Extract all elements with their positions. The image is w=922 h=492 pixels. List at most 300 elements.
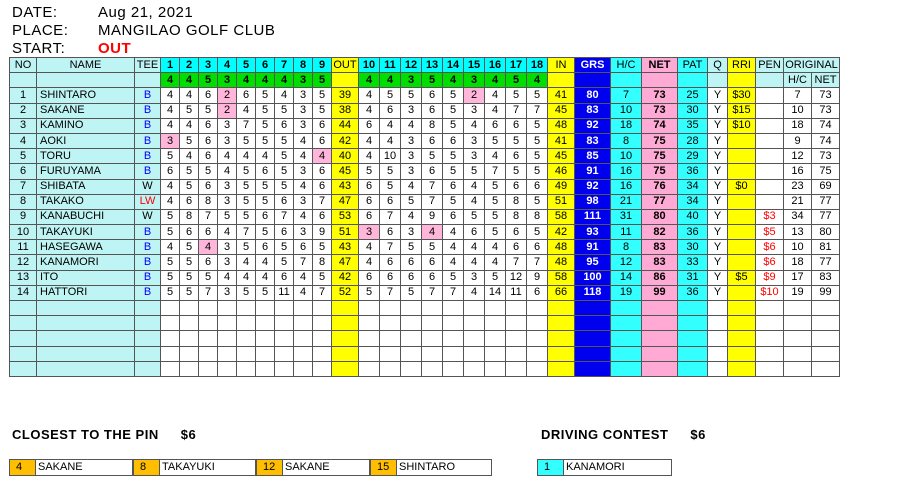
empty-cell xyxy=(678,301,708,316)
empty-cell xyxy=(756,301,784,316)
score-cell: 6 xyxy=(199,118,218,133)
score-cell: 6 xyxy=(443,133,464,148)
empty-cell xyxy=(422,361,443,376)
score-cell: 4 xyxy=(294,179,313,194)
score-cell: 47 xyxy=(332,194,359,209)
player-no: 6 xyxy=(10,164,37,179)
player-orig-net: 99 xyxy=(812,285,840,300)
score-cell: 6 xyxy=(359,179,380,194)
player-pen: $10 xyxy=(756,285,784,300)
player-net: 77 xyxy=(642,194,678,209)
score-cell: 5 xyxy=(256,118,275,133)
score-cell: 8 xyxy=(422,118,443,133)
score-cell: 6 xyxy=(401,270,422,285)
par-value: 4 xyxy=(485,73,506,88)
par-no xyxy=(10,73,37,88)
score-cell: 5 xyxy=(401,285,422,300)
empty-cell xyxy=(37,361,135,376)
empty-cell xyxy=(380,361,401,376)
driving-title-row xyxy=(541,427,706,442)
player-orig-hc: 34 xyxy=(784,209,812,224)
score-cell: 4 xyxy=(161,118,180,133)
player-hc: 8 xyxy=(611,240,642,255)
empty-cell xyxy=(642,361,678,376)
player-q: Y xyxy=(708,164,728,179)
score-cell: 5 xyxy=(527,194,548,209)
player-grs: 91 xyxy=(575,164,611,179)
empty-cell xyxy=(37,301,135,316)
score-cell: 5 xyxy=(180,240,199,255)
empty-cell xyxy=(678,316,708,331)
player-orig-hc: 9 xyxy=(784,133,812,148)
player-no: 9 xyxy=(10,209,37,224)
empty-cell xyxy=(678,346,708,361)
empty-cell xyxy=(485,316,506,331)
score-cell: 5 xyxy=(256,285,275,300)
score-cell: 6 xyxy=(275,118,294,133)
closest-title-row xyxy=(12,427,196,442)
score-cell: 6 xyxy=(275,194,294,209)
empty-cell xyxy=(256,346,275,361)
empty-cell xyxy=(784,361,812,376)
player-net: 75 xyxy=(642,164,678,179)
empty-cell xyxy=(756,316,784,331)
score-cell: 2 xyxy=(464,88,485,103)
empty-cell xyxy=(256,331,275,346)
empty-cell xyxy=(812,301,840,316)
empty-cell xyxy=(237,346,256,361)
winner-hole: 8 xyxy=(134,460,160,475)
player-pen xyxy=(756,164,784,179)
score-cell: 3 xyxy=(294,88,313,103)
score-cell: 14 xyxy=(485,285,506,300)
score-cell: 6 xyxy=(313,209,332,224)
player-orig-hc: 18 xyxy=(784,255,812,270)
score-cell: 7 xyxy=(313,194,332,209)
empty-cell xyxy=(812,316,840,331)
score-cell: 4 xyxy=(256,255,275,270)
player-tee: B xyxy=(135,149,161,164)
col-hole: 16 xyxy=(485,58,506,73)
empty-cell xyxy=(180,331,199,346)
score-cell: 6 xyxy=(464,225,485,240)
player-grs: 111 xyxy=(575,209,611,224)
score-cell: 4 xyxy=(294,270,313,285)
score-cell: 4 xyxy=(359,88,380,103)
score-cell: 8 xyxy=(180,209,199,224)
empty-cell xyxy=(10,346,37,361)
empty-cell xyxy=(611,346,642,361)
score-cell: 4 xyxy=(443,240,464,255)
empty-cell xyxy=(401,316,422,331)
score-cell: 5 xyxy=(443,149,464,164)
empty-cell xyxy=(199,331,218,346)
empty-cell xyxy=(401,301,422,316)
col-orig-hc: H/C xyxy=(784,73,812,88)
player-pen xyxy=(756,118,784,133)
score-cell: 5 xyxy=(275,179,294,194)
score-cell: 4 xyxy=(464,255,485,270)
winner-box xyxy=(370,459,492,476)
player-pen xyxy=(756,103,784,118)
par-grs xyxy=(575,73,611,88)
player-name: SHINTARO xyxy=(37,88,135,103)
score-cell: 3 xyxy=(401,149,422,164)
player-tee: B xyxy=(135,164,161,179)
player-row xyxy=(10,118,840,133)
empty-cell xyxy=(237,361,256,376)
score-cell: 5 xyxy=(506,133,527,148)
score-cell: 5 xyxy=(443,88,464,103)
col-hc: H/C xyxy=(611,58,642,73)
col-original: ORIGINAL xyxy=(784,58,840,73)
score-cell: 6 xyxy=(275,225,294,240)
winner-name: SAKANE xyxy=(285,461,330,473)
empty-cell xyxy=(611,316,642,331)
score-cell: 6 xyxy=(199,149,218,164)
score-cell: 5 xyxy=(422,240,443,255)
player-orig-net: 74 xyxy=(812,118,840,133)
empty-cell xyxy=(443,301,464,316)
col-hole: 18 xyxy=(527,58,548,73)
score-cell: 7 xyxy=(527,255,548,270)
empty-cell xyxy=(275,346,294,361)
score-cell: 4 xyxy=(359,103,380,118)
empty-cell xyxy=(575,361,611,376)
place-value: MANGILAO GOLF CLUB xyxy=(98,22,276,39)
header-row xyxy=(10,58,840,73)
closest-title: CLOSEST TO THE PIN xyxy=(12,427,159,442)
score-cell: 5 xyxy=(380,88,401,103)
score-cell: 5 xyxy=(256,179,275,194)
player-pen xyxy=(756,88,784,103)
player-tee: B xyxy=(135,118,161,133)
empty-cell xyxy=(756,361,784,376)
col-hole: 17 xyxy=(506,58,527,73)
score-cell: 5 xyxy=(218,209,237,224)
score-cell: 5 xyxy=(464,209,485,224)
score-cell: 5 xyxy=(485,194,506,209)
player-hc: 7 xyxy=(611,88,642,103)
score-cell: 40 xyxy=(332,149,359,164)
score-cell: 5 xyxy=(359,285,380,300)
par-value: 4 xyxy=(256,73,275,88)
empty-cell xyxy=(485,361,506,376)
empty-row xyxy=(10,346,840,361)
empty-cell xyxy=(199,346,218,361)
empty-cell xyxy=(256,361,275,376)
score-cell: 7 xyxy=(422,194,443,209)
score-cell: 5 xyxy=(506,164,527,179)
score-cell: 8 xyxy=(527,209,548,224)
score-cell: 6 xyxy=(359,209,380,224)
player-q: Y xyxy=(708,194,728,209)
score-cell: 11 xyxy=(275,285,294,300)
empty-cell xyxy=(575,316,611,331)
winner-box xyxy=(537,459,672,476)
empty-cell xyxy=(708,331,728,346)
player-name: TORU xyxy=(37,149,135,164)
empty-cell xyxy=(678,331,708,346)
par-value: 4 xyxy=(359,73,380,88)
score-cell: 4 xyxy=(256,270,275,285)
col-hole: 14 xyxy=(443,58,464,73)
score-cell: 5 xyxy=(237,285,256,300)
player-pen: $5 xyxy=(756,225,784,240)
player-pat: 30 xyxy=(678,103,708,118)
empty-cell xyxy=(313,346,332,361)
score-cell: 42 xyxy=(548,225,575,240)
empty-cell xyxy=(359,316,380,331)
empty-cell xyxy=(332,301,359,316)
empty-cell xyxy=(527,316,548,331)
player-pat: 29 xyxy=(678,149,708,164)
par-value: 3 xyxy=(218,73,237,88)
empty-cell xyxy=(708,316,728,331)
player-row xyxy=(10,194,840,209)
score-cell: 6 xyxy=(401,255,422,270)
player-row xyxy=(10,88,840,103)
score-cell: 6 xyxy=(380,270,401,285)
score-cell: 4 xyxy=(218,164,237,179)
winner-name: SAKANE xyxy=(38,461,83,473)
score-cell: 5 xyxy=(199,103,218,118)
score-cell: 5 xyxy=(443,164,464,179)
par-name xyxy=(37,73,135,88)
col-hole: 8 xyxy=(294,58,313,73)
score-cell: 4 xyxy=(401,179,422,194)
score-cell: 5 xyxy=(161,270,180,285)
empty-cell xyxy=(575,346,611,361)
score-cell: 6 xyxy=(275,270,294,285)
player-name: TAKAYUKI xyxy=(37,225,135,240)
score-cell: 3 xyxy=(218,285,237,300)
player-pat: 40 xyxy=(678,209,708,224)
score-cell: 5 xyxy=(237,194,256,209)
empty-cell xyxy=(380,346,401,361)
player-grs: 80 xyxy=(575,88,611,103)
player-pat: 33 xyxy=(678,255,708,270)
empty-cell xyxy=(401,331,422,346)
score-cell: 5 xyxy=(401,88,422,103)
score-cell: 3 xyxy=(294,103,313,118)
col-q: Q xyxy=(708,58,728,73)
empty-cell xyxy=(256,316,275,331)
empty-cell xyxy=(359,301,380,316)
score-cell: 43 xyxy=(332,179,359,194)
player-name: ITO xyxy=(37,270,135,285)
score-cell: 53 xyxy=(332,209,359,224)
score-cell: 5 xyxy=(275,149,294,164)
empty-cell xyxy=(161,301,180,316)
start-label: START: xyxy=(12,40,66,57)
player-no: 5 xyxy=(10,149,37,164)
score-cell: 4 xyxy=(161,240,180,255)
score-cell: 4 xyxy=(485,240,506,255)
player-name: HATTORI xyxy=(37,285,135,300)
score-cell: 4 xyxy=(422,225,443,240)
score-cell: 7 xyxy=(506,103,527,118)
score-cell: 4 xyxy=(485,103,506,118)
score-cell: 5 xyxy=(275,255,294,270)
empty-cell xyxy=(642,331,678,346)
winner-box xyxy=(133,459,256,476)
player-row xyxy=(10,209,840,224)
score-cell: 7 xyxy=(380,285,401,300)
score-cell: 5 xyxy=(161,285,180,300)
empty-cell xyxy=(728,346,756,361)
empty-cell xyxy=(464,361,485,376)
score-cell: 4 xyxy=(464,194,485,209)
score-cell: 6 xyxy=(359,194,380,209)
empty-cell xyxy=(218,316,237,331)
score-cell: 6 xyxy=(180,225,199,240)
col-hole: 5 xyxy=(237,58,256,73)
player-hc: 18 xyxy=(611,118,642,133)
empty-cell xyxy=(506,316,527,331)
player-orig-net: 73 xyxy=(812,88,840,103)
player-row xyxy=(10,225,840,240)
empty-cell xyxy=(485,331,506,346)
player-name: SHIBATA xyxy=(37,179,135,194)
player-pen xyxy=(756,133,784,148)
score-cell: 51 xyxy=(548,194,575,209)
score-cell: 6 xyxy=(527,285,548,300)
score-cell: 3 xyxy=(401,133,422,148)
player-hc: 11 xyxy=(611,225,642,240)
score-cell: 6 xyxy=(380,103,401,118)
score-cell: 4 xyxy=(401,209,422,224)
player-grs: 85 xyxy=(575,149,611,164)
par-value: 5 xyxy=(313,73,332,88)
score-cell: 6 xyxy=(380,194,401,209)
score-cell: 3 xyxy=(218,240,237,255)
empty-cell xyxy=(332,331,359,346)
col-orig-net: NET xyxy=(812,73,840,88)
col-tee: TEE xyxy=(135,58,161,73)
player-orig-net: 69 xyxy=(812,179,840,194)
player-hc: 8 xyxy=(611,133,642,148)
score-cell: 66 xyxy=(548,285,575,300)
player-orig-hc: 13 xyxy=(784,225,812,240)
score-cell: 5 xyxy=(256,88,275,103)
score-cell: 3 xyxy=(464,103,485,118)
scorecard-body xyxy=(10,58,840,377)
player-tee: LW xyxy=(135,194,161,209)
score-cell: 3 xyxy=(464,133,485,148)
score-cell: 5 xyxy=(443,194,464,209)
empty-cell xyxy=(401,361,422,376)
score-cell: 4 xyxy=(485,88,506,103)
player-net: 75 xyxy=(642,133,678,148)
empty-cell xyxy=(443,361,464,376)
empty-cell xyxy=(812,346,840,361)
col-hole: 13 xyxy=(422,58,443,73)
player-pat: 36 xyxy=(678,285,708,300)
player-rri xyxy=(728,225,756,240)
score-cell: 5 xyxy=(237,133,256,148)
par-row xyxy=(10,73,840,88)
score-cell: 6 xyxy=(359,270,380,285)
score-cell: 5 xyxy=(527,164,548,179)
score-cell: 6 xyxy=(161,164,180,179)
player-q: Y xyxy=(708,88,728,103)
score-cell: 6 xyxy=(313,133,332,148)
empty-cell xyxy=(611,301,642,316)
score-cell: 4 xyxy=(359,149,380,164)
col-name: NAME xyxy=(37,58,135,73)
score-cell: 6 xyxy=(256,209,275,224)
score-cell: 9 xyxy=(313,225,332,240)
empty-cell xyxy=(812,361,840,376)
par-value: 5 xyxy=(422,73,443,88)
score-cell: 3 xyxy=(464,270,485,285)
score-cell: 42 xyxy=(332,133,359,148)
player-net: 86 xyxy=(642,270,678,285)
par-value: 4 xyxy=(275,73,294,88)
empty-cell xyxy=(708,346,728,361)
score-cell: 5 xyxy=(313,270,332,285)
player-net: 83 xyxy=(642,255,678,270)
score-cell: 3 xyxy=(401,164,422,179)
score-cell: 46 xyxy=(548,164,575,179)
player-orig-net: 81 xyxy=(812,240,840,255)
score-cell: 5 xyxy=(161,255,180,270)
score-cell: 5 xyxy=(485,179,506,194)
score-cell: 5 xyxy=(256,133,275,148)
score-cell: 4 xyxy=(180,118,199,133)
col-hole: 10 xyxy=(359,58,380,73)
player-no: 1 xyxy=(10,88,37,103)
player-row xyxy=(10,285,840,300)
par-value: 4 xyxy=(161,73,180,88)
player-net: 80 xyxy=(642,209,678,224)
driving-prize: $6 xyxy=(690,427,706,442)
col-hole: IN xyxy=(548,58,575,73)
score-cell: 6 xyxy=(256,240,275,255)
empty-cell xyxy=(294,346,313,361)
score-cell: 6 xyxy=(527,240,548,255)
player-hc: 16 xyxy=(611,179,642,194)
empty-cell xyxy=(161,346,180,361)
score-cell: 4 xyxy=(237,103,256,118)
score-cell: 5 xyxy=(527,225,548,240)
player-orig-net: 77 xyxy=(812,194,840,209)
score-cell: 51 xyxy=(332,225,359,240)
score-cell: 7 xyxy=(422,179,443,194)
player-row xyxy=(10,103,840,118)
score-cell: 58 xyxy=(548,270,575,285)
score-cell: 12 xyxy=(506,270,527,285)
player-grs: 98 xyxy=(575,194,611,209)
player-q: Y xyxy=(708,270,728,285)
score-cell: 52 xyxy=(332,285,359,300)
score-cell: 3 xyxy=(464,149,485,164)
score-cell: 6 xyxy=(422,133,443,148)
par-value: 4 xyxy=(527,73,548,88)
empty-cell xyxy=(527,346,548,361)
empty-cell xyxy=(548,361,575,376)
score-cell: 4 xyxy=(485,255,506,270)
empty-cell xyxy=(464,346,485,361)
player-net: 74 xyxy=(642,118,678,133)
score-cell: 11 xyxy=(506,285,527,300)
player-q: Y xyxy=(708,133,728,148)
score-cell: 5 xyxy=(527,118,548,133)
player-name: FURUYAMA xyxy=(37,164,135,179)
player-name: TAKAKO xyxy=(37,194,135,209)
score-cell: 6 xyxy=(199,179,218,194)
